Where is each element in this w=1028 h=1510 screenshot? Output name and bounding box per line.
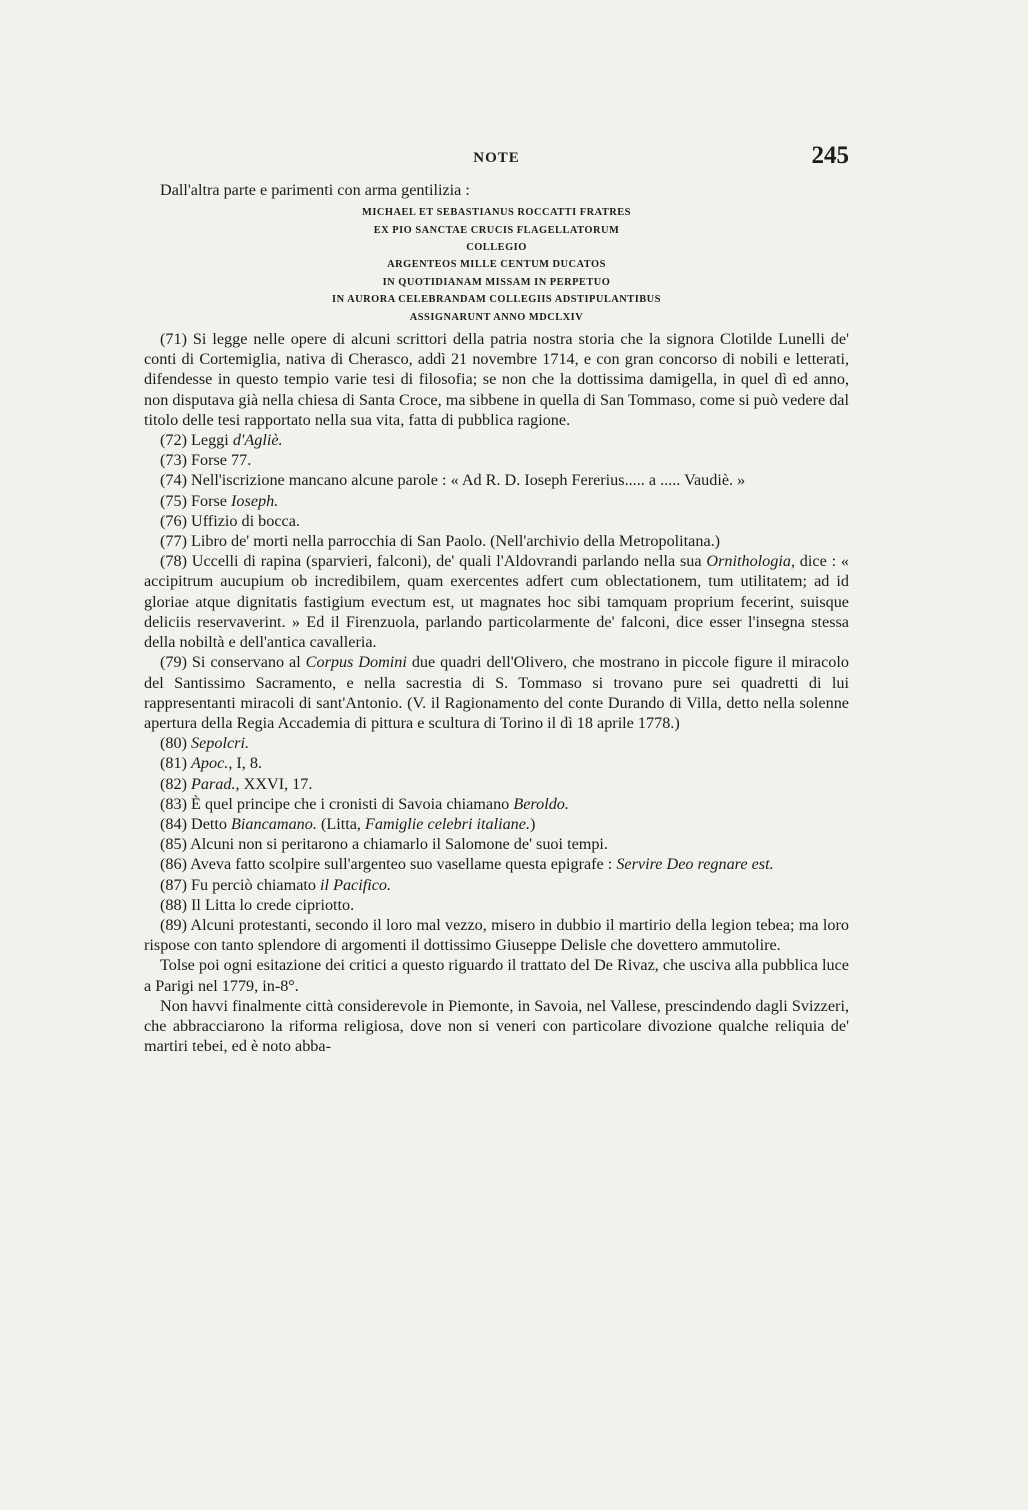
paragraph-non-havvi: Non havvi finalmente città considerevole in Piemonte, in Savoia, nel Vallese, prescindendo dagli Svizzeri, che abbracciarono la riforma religiosa, dove non si veneri con particolare divozione qualche reliquia de' martiri tebei, ed è noto abba-	[144, 996, 849, 1056]
intro-line: Dall'altra parte e parimenti con arma gentilizia :	[160, 181, 470, 199]
note-80	[144, 733, 849, 753]
page-header	[144, 142, 849, 178]
epigraph-line: ASSIGNARUNT ANNO MDCLXIV	[409, 311, 584, 323]
running-title: NOTE	[473, 150, 520, 166]
note-79-text-cont: due quadri dell'Olivero, che mostrano in piccole figure il miracolo del Santissimo Sacramento, e nella sacrestia di S. Tommaso si trovano pure sei quadretti di lui rappresentanti miracoli di sant'Antonio. (V. il Ragionamento del conte Durando di Villa, detto nella solenne apertura della Regia Accademia di pittura e scultura di Torino il dì 18 aprile 1778.)	[144, 653, 849, 732]
note-82	[144, 774, 849, 794]
epigraph-line: ARGENTEOS MILLE CENTUM DUCATOS	[387, 259, 606, 271]
note-81-num: (81)	[160, 754, 192, 773]
note-80-num: (80)	[160, 734, 192, 753]
note-87-italic: il Pacifico.	[320, 875, 392, 894]
note-79-italic: Corpus Domini	[305, 653, 407, 672]
note-78-text-cont: , dice : « accipitrum aucupium ob incredibilem, quam exercentes adfert cum oblectationem, tum utilitatem; ad id gloriae atque dignitatis fastigium evectum est, ut magnates hoc sibi tamquam proprium fecerint, suisque deliciis reservaverint. » Ed il Firenzuola, parlando particolarmente de' falconi, dice esser l'insegna stessa della nobiltà e dell'antica cavalleria.	[144, 552, 849, 652]
note-82-text: , XXVI, 17.	[235, 774, 313, 793]
note-78	[144, 551, 849, 652]
note-84-text-cont: (Litta,	[316, 814, 366, 833]
note-81	[144, 753, 849, 773]
note-78-text: (78) Uccelli di rapina (sparvieri, falconi), de' quali l'Aldovrandi parlando nella sua	[160, 552, 707, 571]
note-84-text: (84) Detto	[160, 814, 232, 833]
note-83-text: (83) È quel principe che i cronisti di Savoia chiamano	[160, 794, 514, 813]
note-79-text: (79) Si conservano al	[160, 653, 306, 672]
note-71: (71) Si legge nelle opere di alcuni scrittori della patria nostra storia che la signora Clotilde Lunelli de' conti di Cortemiglia, nativa di Cherasco, addì 21 novembre 1714, e con gran concorso di nobili e letterati, difendesse in questo tempio varie tesi di filosofia; se non che la dottissima damigella, in quel dì ed anno, non disputava già nella chiesa di Santa Croce, ma sibbene in quella di San Tommaso, come si può vedere dal titolo delle tesi rapportato nella sua vita, fatta di pubblica ragione.	[144, 330, 849, 429]
note-72	[144, 430, 849, 450]
note-75-italic: Ioseph.	[231, 491, 279, 510]
note-89: (89) Alcuni protestanti, secondo il loro mal vezzo, misero in dubbio il martirio della legion tebea; ma loro rispose con tanto splendore di argomenti il dottissimo Giuseppe Delisle che dovettero ammutolire.	[144, 915, 849, 955]
note-88: (88) Il Litta lo crede cipriotto.	[160, 895, 355, 914]
note-87	[144, 875, 849, 895]
note-80-italic: Sepolcri.	[191, 734, 250, 753]
epigraph-line: IN AURORA CELEBRANDAM COLLEGIIS ADSTIPULANTIBUS	[332, 294, 661, 306]
note-84-italic-title: Famiglie celebri italiane.	[365, 814, 530, 833]
notes-body	[144, 180, 849, 1056]
note-78-italic: Ornithologia	[706, 552, 791, 571]
epigraph-inscription	[144, 204, 849, 326]
note-83	[144, 794, 849, 814]
note-75-text: (75) Forse	[160, 491, 232, 510]
note-84-italic: Biancamano.	[231, 814, 317, 833]
note-83-italic: Beroldo.	[513, 794, 569, 813]
note-72-text: (72) Leggi	[160, 431, 233, 450]
paragraph-tolse: Tolse poi ogni esitazione dei critici a questo riguardo il trattato del De Rivaz, che usciva alla pubblica luce a Parigi nel 1779, in-8°.	[144, 956, 849, 995]
epigraph-line: EX PIO SANCTAE CRUCIS FLAGELLATORUM	[373, 224, 620, 236]
note-73: (73) Forse 77.	[160, 451, 252, 470]
note-81-text: , I, 8.	[228, 754, 263, 773]
note-87-text: (87) Fu perciò chiamato	[160, 875, 321, 894]
epigraph-line: MICHAEL ET SEBASTIANUS ROCCATTI FRATRES	[362, 207, 631, 219]
epigraph-line: IN QUOTIDIANAM MISSAM IN PERPETUO	[382, 276, 611, 288]
note-82-num: (82)	[160, 774, 192, 793]
note-84-close: )	[530, 814, 536, 833]
note-74: (74) Nell'iscrizione mancano alcune parole : « Ad R. D. Ioseph Fererius..... a ..... Vaudiè. »	[160, 471, 746, 490]
note-86-italic: Servire Deo regnare est.	[616, 855, 774, 874]
note-72-italic: d'Agliè.	[232, 431, 283, 450]
note-79	[144, 652, 849, 733]
note-77: (77) Libro de' morti nella parrocchia di San Paolo. (Nell'archivio della Metropolitana.)	[160, 532, 721, 551]
page-number: 245	[811, 142, 849, 169]
note-86	[144, 854, 849, 874]
note-84	[144, 814, 849, 834]
epigraph-line: COLLEGIO	[466, 242, 527, 254]
note-86-text: (86) Aveva fatto scolpire sull'argenteo suo vasellame questa epigrafe :	[160, 855, 617, 874]
note-76: (76) Uffizio di bocca.	[160, 511, 300, 530]
note-81-italic: Apoc.	[191, 754, 229, 773]
note-82-italic: Parad.	[191, 774, 236, 793]
note-75	[144, 491, 849, 511]
note-85: (85) Alcuni non si peritarono a chiamarlo il Salomone de' suoi tempi.	[160, 835, 608, 854]
